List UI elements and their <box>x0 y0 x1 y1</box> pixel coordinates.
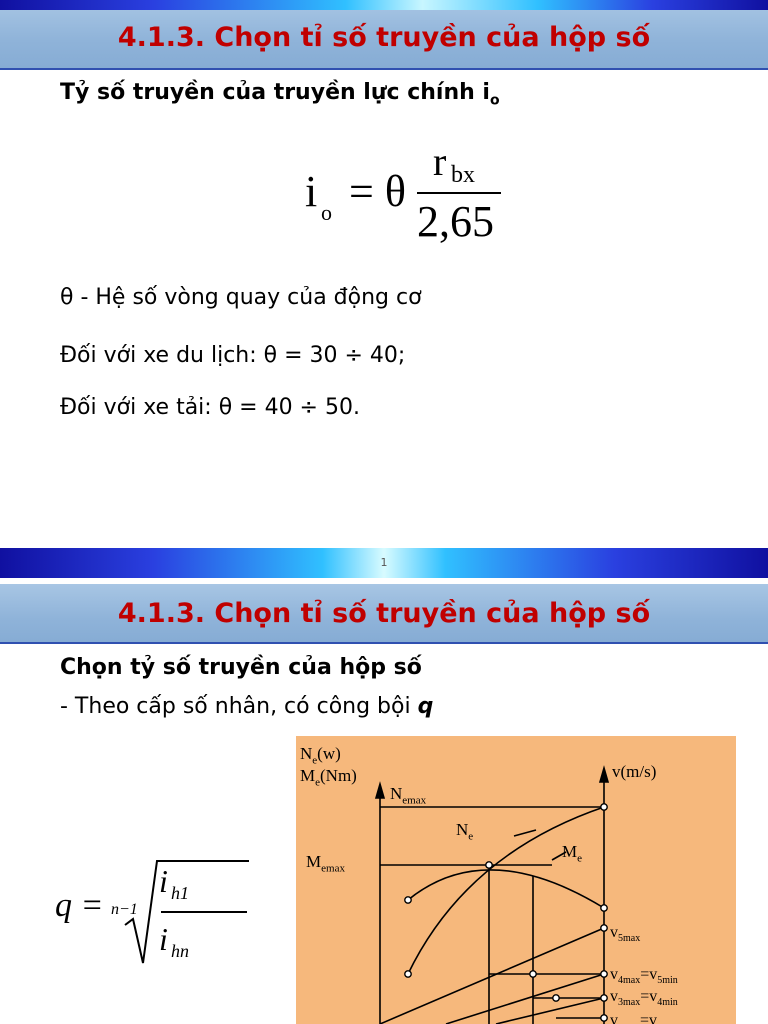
formula-lhs-sub: o <box>321 200 332 225</box>
formula-den: 2,65 <box>417 197 494 246</box>
memax-label: $M_{emax}$ <box>306 852 345 875</box>
formula-num: r <box>433 139 447 184</box>
formula-lhs: i <box>305 167 318 216</box>
slide2-formula <box>55 855 215 970</box>
traction-diagram <box>296 736 736 1024</box>
passenger-car-range: Đối với xe du lịch: θ = 30 ÷ 40; <box>60 343 406 368</box>
theta-definition: θ - Hệ số vòng quay của động cơ <box>60 285 422 310</box>
formula-num-sub: bx <box>451 162 475 188</box>
slide2-title: 4.1.3. Chọn tỉ số truyền của hộp số <box>117 598 651 629</box>
ne-curve-label: $N_e$ <box>456 820 474 843</box>
me-curve-label: $M_e$ <box>562 842 583 865</box>
page-number: 1 <box>380 556 388 569</box>
slide2-title-banner <box>0 584 768 642</box>
slide2-title-underline <box>0 642 768 644</box>
q-num: i <box>159 863 168 899</box>
v4max-label: $v_{4max}=v_{5min}$ <box>610 966 678 987</box>
formula-eq: = θ <box>349 167 406 216</box>
slide1-title-banner <box>0 0 768 68</box>
q-formula-lhs: q = <box>55 887 104 924</box>
q-num-sub: h1 <box>171 883 189 903</box>
slide1-title: 4.1.3. Chọn tỉ số truyền của hộp số <box>117 22 651 53</box>
slide1-top-gradient <box>0 0 768 10</box>
v2max-label: v =v <box>610 1012 658 1024</box>
slide1-title-underline <box>0 68 768 70</box>
q-root-index: n−1 <box>111 901 138 918</box>
subline-var: q <box>417 694 434 719</box>
slide1-formula <box>305 140 525 250</box>
slide2-heading: Chọn tỷ số truyền của hộp số <box>60 655 422 680</box>
slide1-heading-text: Tỷ số truyền của truyền lực chính i <box>60 80 490 105</box>
slide1-heading <box>60 80 500 108</box>
q-den: i <box>159 921 168 957</box>
nemax-label: $N_{emax}$ <box>390 784 427 807</box>
truck-range: Đối với xe tải: θ = 40 ÷ 50. <box>60 395 360 420</box>
right-axis-label: v(m/s) <box>612 762 657 781</box>
slide-separator <box>0 548 768 578</box>
v5max-label: $v_{5max}$ <box>610 924 641 945</box>
y-axis-label-ne: $N_e(w)$ <box>300 744 341 767</box>
v3max-label: $v_{3max}=v_{4min}$ <box>610 988 678 1009</box>
slide1-heading-sub: o <box>489 92 500 109</box>
formula-fraction-bar <box>417 192 501 194</box>
q-den-sub: hn <box>171 941 189 961</box>
y-axis-label-me: $M_e(Nm)$ <box>300 766 357 789</box>
subline-text: - Theo cấp số nhân, có công bội <box>60 694 418 719</box>
slide2-subline <box>60 694 433 719</box>
